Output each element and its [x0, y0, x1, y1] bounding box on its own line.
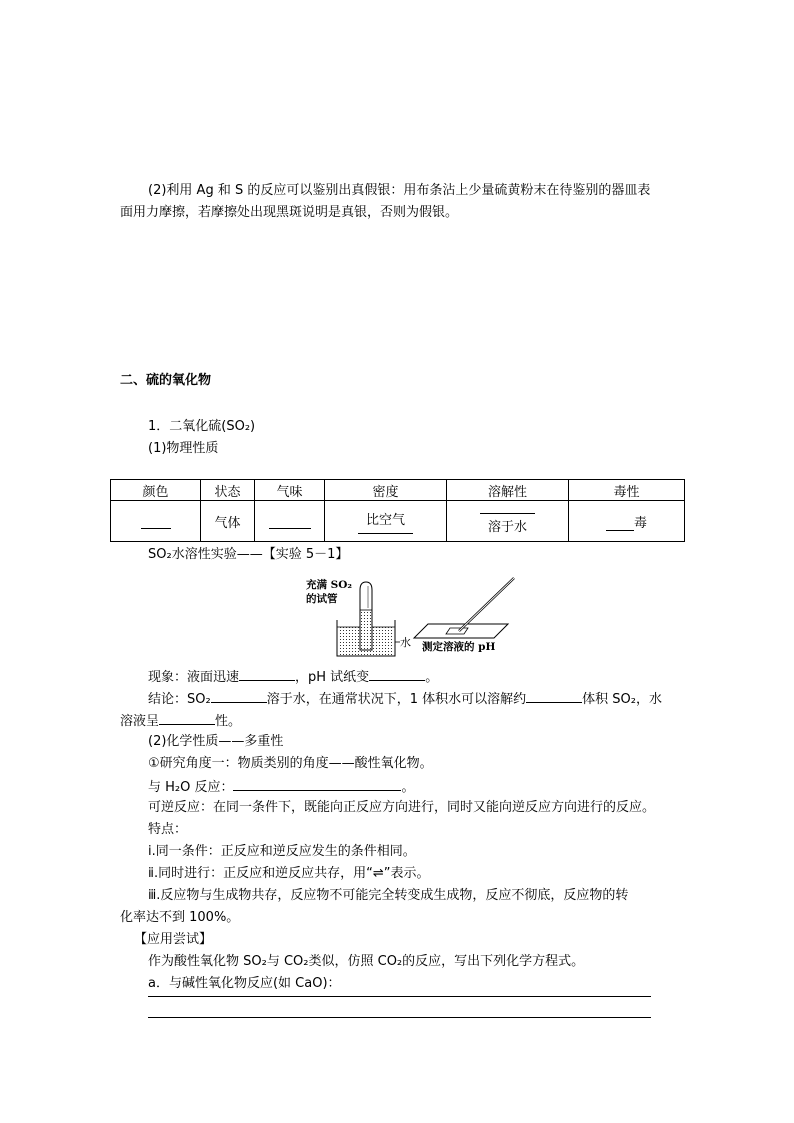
item-heading: 1．二氧化硫(SO₂) [148, 419, 256, 434]
conclusion-line-1 [148, 689, 662, 709]
paragraph-line-2: 面用力摩擦，若摩擦处出现黑斑说明是真银，否则为假银。 [120, 205, 459, 220]
blank[interactable] [480, 507, 535, 514]
tube-label-2: 的试管 [306, 593, 338, 605]
density-text: 比空气 [365, 512, 405, 528]
conclusion-prefix: 结论：SO₂ [148, 692, 211, 707]
blank[interactable] [369, 667, 425, 681]
header-density: 密度 [325, 480, 447, 501]
subheading-physical: (1)物理性质 [148, 441, 219, 456]
header-toxicity: 毒性 [569, 480, 685, 501]
angle-one: ①研究角度一：物质类别的角度——酸性氧化物。 [148, 756, 433, 771]
apply-title: 【应用尝试】 [134, 932, 213, 947]
blank[interactable] [141, 514, 171, 529]
blank[interactable] [233, 777, 401, 791]
conclusion-mid1: 溶于水，在通常状况下，1 体积水可以溶解约 [266, 692, 527, 707]
blank[interactable] [358, 530, 413, 534]
section-heading: 二、硫的氧化物 [120, 373, 212, 388]
header-solubility: 溶解性 [447, 480, 569, 501]
toxicity-text: 毒 [633, 515, 647, 531]
phenomenon-mid: ，pH 试纸变 [295, 670, 370, 685]
water-label: 水 [400, 636, 411, 649]
solubility-text: 溶于水 [487, 520, 527, 535]
h2o-reaction-prefix: 与 H₂O 反应： [148, 780, 234, 795]
answer-line-1[interactable] [148, 996, 651, 997]
blank[interactable] [211, 689, 267, 703]
cell-density [325, 501, 447, 542]
subheading-chemical: (2)化学性质——多重性 [148, 734, 284, 749]
experiment-title: SO₂水溶性实验——【实验 5－1】 [148, 547, 349, 562]
paragraph-line-1: (2)利用 Ag 和 S 的反应可以鉴别出真假银：用布条沾上少量硫黄粉末在待鉴别的器皿表 [148, 183, 651, 198]
h2o-reaction-end: 。 [401, 780, 415, 795]
phenomenon-prefix: 现象：液面迅速 [148, 670, 240, 685]
blank[interactable] [159, 711, 215, 725]
apply-a: a．与碱性氧化物反应(如 CaO)： [148, 976, 341, 991]
cell-solubility [447, 501, 569, 542]
tube-label-1: 充满 SO₂ [306, 579, 352, 591]
header-odor: 气味 [255, 480, 325, 501]
phenomenon-line [148, 667, 438, 687]
feature-i: ⅰ.同一条件：正反应和逆反应发生的条件相同。 [148, 844, 416, 859]
cell-color [111, 501, 201, 542]
cell-odor [255, 501, 325, 542]
conclusion-mid2: 体积 SO₂，水 [582, 692, 662, 707]
header-state: 状态 [201, 480, 255, 501]
conclusion-line2-end: 性。 [215, 714, 242, 729]
properties-table [110, 479, 685, 542]
h2o-reaction-line [148, 777, 415, 797]
blank[interactable] [606, 516, 634, 531]
blank[interactable] [269, 514, 311, 529]
phenomenon-end: 。 [425, 670, 439, 685]
reversible-definition: 可逆反应：在同一条件下，既能向正反应方向进行，同时又能向逆反应方向进行的反应。 [148, 800, 656, 815]
experiment-figure [300, 572, 540, 662]
test-paper-plate [414, 624, 508, 638]
answer-line-2[interactable] [148, 1017, 651, 1018]
apply-text: 作为酸性氧化物 SO₂与 CO₂类似，仿照 CO₂的反应，写出下列化学方程式。 [148, 954, 585, 969]
blank[interactable] [526, 689, 582, 703]
cell-state: 气体 [201, 501, 255, 542]
features-title: 特点： [148, 822, 188, 837]
blank[interactable] [239, 667, 295, 681]
ph-label: 测定溶液的 pH [422, 641, 496, 653]
header-color: 颜色 [111, 480, 201, 501]
cell-toxicity [569, 501, 685, 542]
conclusion-line-2 [120, 711, 241, 731]
feature-ii: ⅱ.同时进行：正反应和逆反应共存，用“⇌”表示。 [148, 866, 430, 881]
conclusion-line2-prefix: 溶液呈 [120, 714, 160, 729]
feature-iii-line-2: 化率达不到 100%。 [120, 910, 240, 925]
feature-iii-line-1: ⅲ.反应物与生成物共存，反应物不可能完全转变成生成物，反应不彻底，反应物的转 [148, 888, 629, 903]
